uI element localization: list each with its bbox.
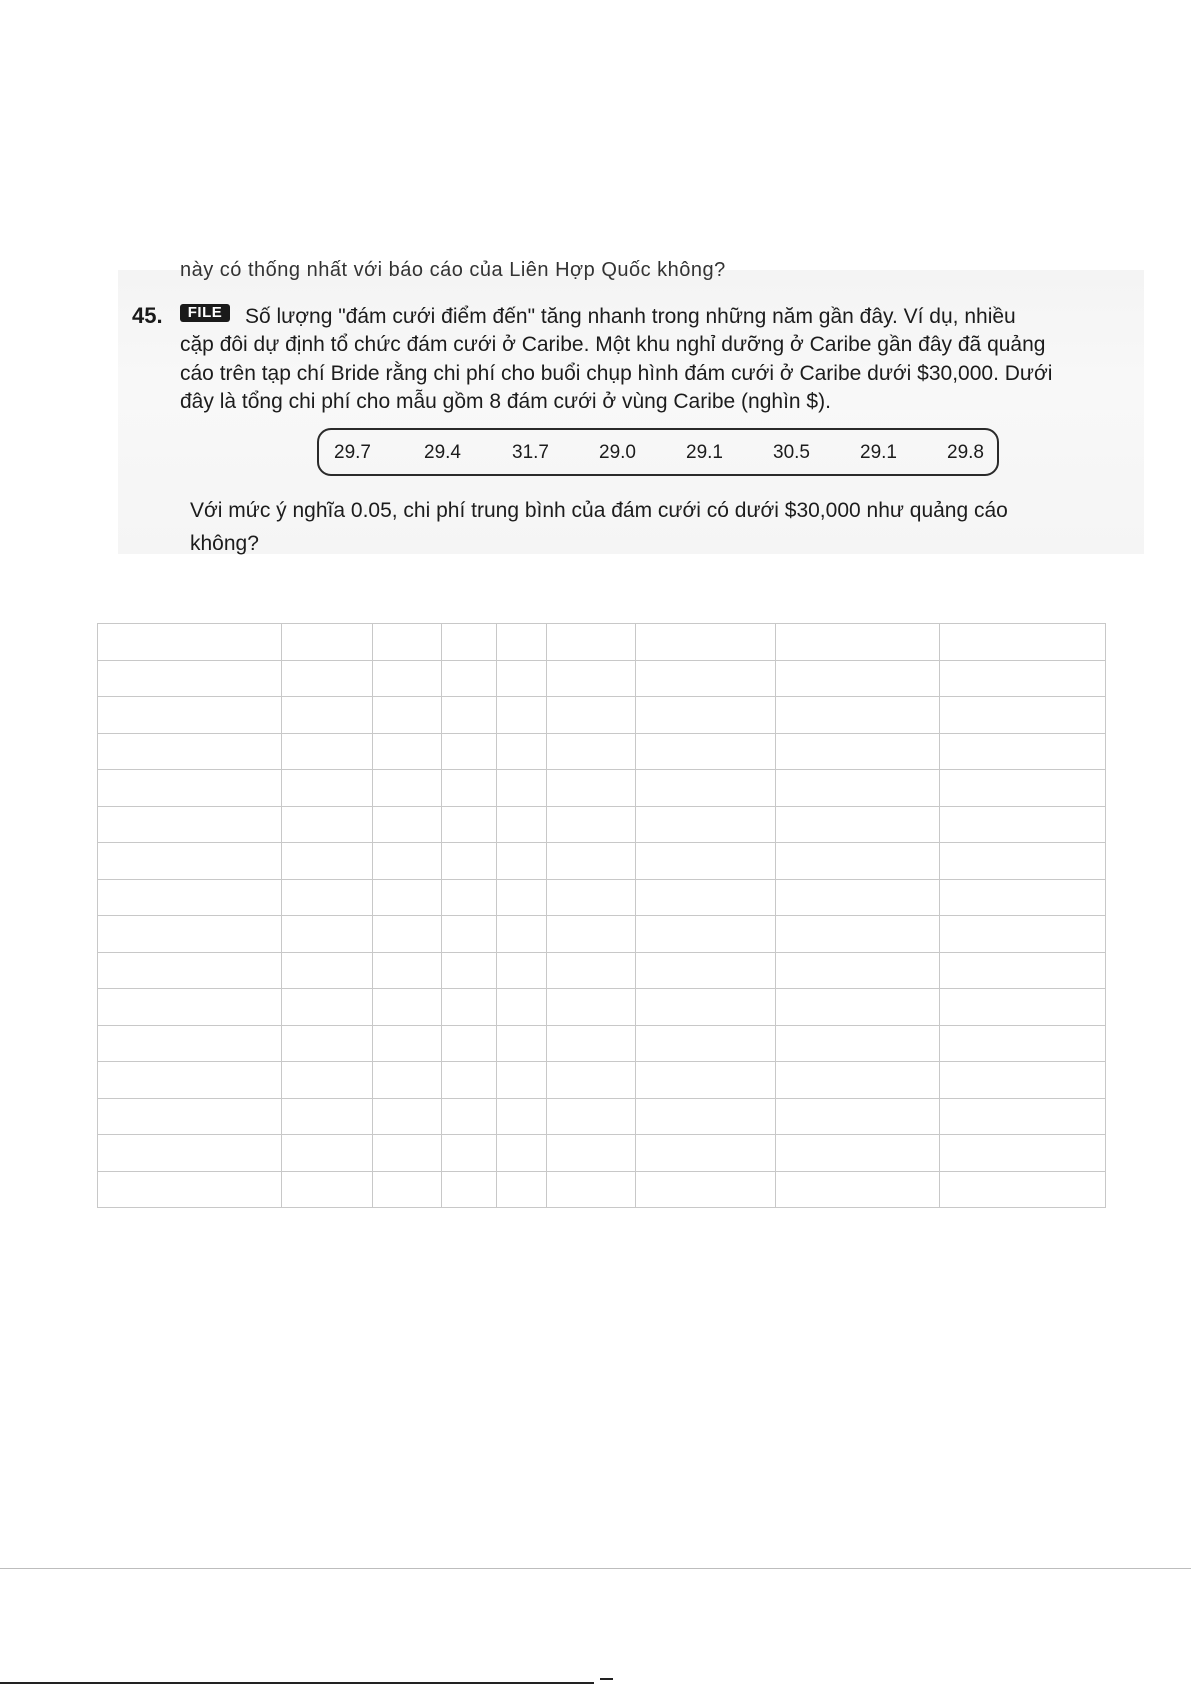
grid-row (98, 733, 1106, 770)
grid-cell[interactable] (282, 1135, 373, 1172)
grid-cell[interactable] (282, 624, 373, 661)
question-text-line-1: Với mức ý nghĩa 0.05, chi phí trung bình của đám cưới có dưới $30,000 như quảng cáo (190, 499, 1008, 522)
grid-cell[interactable] (776, 952, 940, 989)
grid-cell[interactable] (98, 1025, 282, 1062)
grid-cell[interactable] (636, 916, 776, 953)
grid-cell[interactable] (98, 989, 282, 1026)
grid-cell[interactable] (282, 733, 373, 770)
grid-cell[interactable] (636, 624, 776, 661)
grid-cell[interactable] (442, 916, 497, 953)
grid-cell[interactable] (442, 843, 497, 880)
bottom-rule-tick (600, 1678, 613, 1680)
grid-cell[interactable] (373, 952, 442, 989)
grid-cell[interactable] (442, 1062, 497, 1099)
grid-row (98, 624, 1106, 661)
grid-cell[interactable] (636, 806, 776, 843)
grid-cell[interactable] (940, 989, 1106, 1026)
grid-cell[interactable] (636, 770, 776, 807)
grid-cell[interactable] (636, 1135, 776, 1172)
cutoff-text-line: này có thống nhất với báo cáo của Liên Hợp Quốc không? (180, 259, 726, 281)
grid-cell[interactable] (442, 624, 497, 661)
grid-cell[interactable] (282, 989, 373, 1026)
grid-cell[interactable] (98, 1171, 282, 1208)
grid-cell[interactable] (940, 1135, 1106, 1172)
grid-cell[interactable] (636, 733, 776, 770)
grid-cell[interactable] (442, 1025, 497, 1062)
data-value: 29.4 (424, 442, 461, 463)
grid-cell[interactable] (98, 916, 282, 953)
grid-row (98, 1171, 1106, 1208)
grid-row (98, 806, 1106, 843)
grid-cell[interactable] (373, 770, 442, 807)
grid-cell[interactable] (282, 770, 373, 807)
grid-cell[interactable] (497, 916, 547, 953)
grid-cell[interactable] (940, 1171, 1106, 1208)
grid-cell[interactable] (373, 843, 442, 880)
grid-cell[interactable] (547, 916, 636, 953)
grid-cell[interactable] (776, 806, 940, 843)
empty-answer-grid (97, 623, 1106, 1208)
grid-cell[interactable] (442, 697, 497, 734)
grid-cell[interactable] (442, 952, 497, 989)
problem-text-line-4: đây là tổng chi phí cho mẫu gồm 8 đám cưới ở vùng Caribe (nghìn $). (180, 390, 831, 413)
grid-cell[interactable] (940, 806, 1106, 843)
grid-cell[interactable] (776, 697, 940, 734)
grid-cell[interactable] (282, 879, 373, 916)
grid-cell[interactable] (547, 770, 636, 807)
grid-cell[interactable] (373, 1062, 442, 1099)
grid-cell[interactable] (282, 697, 373, 734)
grid-cell[interactable] (497, 733, 547, 770)
grid-cell[interactable] (98, 879, 282, 916)
problem-text-line-2: cặp đôi dự định tổ chức đám cưới ở Caribe. Một khu nghỉ dưỡng ở Caribe gần đây đã quảng (180, 333, 1046, 356)
grid-cell[interactable] (940, 843, 1106, 880)
grid-cell[interactable] (636, 1098, 776, 1135)
grid-cell[interactable] (940, 733, 1106, 770)
grid-cell[interactable] (547, 733, 636, 770)
grid-cell[interactable] (636, 697, 776, 734)
grid-cell[interactable] (547, 1098, 636, 1135)
footer-divider (0, 1568, 1191, 1569)
grid-cell[interactable] (497, 806, 547, 843)
grid-cell[interactable] (98, 624, 282, 661)
grid-cell[interactable] (98, 697, 282, 734)
grid-cell[interactable] (282, 806, 373, 843)
grid-cell[interactable] (940, 770, 1106, 807)
data-value: 29.1 (860, 442, 897, 463)
grid-cell[interactable] (373, 1025, 442, 1062)
grid-cell[interactable] (497, 879, 547, 916)
grid-cell[interactable] (547, 1025, 636, 1062)
grid-cell[interactable] (547, 989, 636, 1026)
grid-cell[interactable] (497, 1098, 547, 1135)
grid-cell[interactable] (497, 770, 547, 807)
grid-cell[interactable] (636, 660, 776, 697)
grid-cell[interactable] (636, 952, 776, 989)
grid-cell[interactable] (547, 1135, 636, 1172)
grid-cell[interactable] (636, 1171, 776, 1208)
grid-cell[interactable] (776, 1062, 940, 1099)
grid-cell[interactable] (373, 1135, 442, 1172)
grid-cell[interactable] (940, 916, 1106, 953)
grid-row (98, 1098, 1106, 1135)
grid-cell[interactable] (776, 624, 940, 661)
grid-row (98, 1062, 1106, 1099)
grid-cell[interactable] (776, 879, 940, 916)
grid-cell[interactable] (497, 843, 547, 880)
grid-cell[interactable] (98, 733, 282, 770)
grid-cell[interactable] (373, 989, 442, 1026)
grid-cell[interactable] (497, 952, 547, 989)
grid-cell[interactable] (442, 1098, 497, 1135)
grid-cell[interactable] (442, 660, 497, 697)
grid-cell[interactable] (373, 660, 442, 697)
grid-cell[interactable] (940, 624, 1106, 661)
grid-cell[interactable] (282, 916, 373, 953)
grid-cell[interactable] (636, 843, 776, 880)
grid-cell[interactable] (282, 1025, 373, 1062)
grid-cell[interactable] (940, 660, 1106, 697)
grid-cell[interactable] (547, 843, 636, 880)
grid-cell[interactable] (373, 806, 442, 843)
grid-cell[interactable] (373, 733, 442, 770)
grid-cell[interactable] (442, 989, 497, 1026)
grid-cell[interactable] (442, 806, 497, 843)
grid-cell[interactable] (636, 1025, 776, 1062)
grid-cell[interactable] (547, 624, 636, 661)
data-value: 30.5 (773, 442, 810, 463)
data-value: 29.1 (686, 442, 723, 463)
problem-text-line-1: Số lượng "đám cưới điểm đến" tăng nhanh trong những năm gần đây. Ví dụ, nhiều (245, 305, 1016, 328)
grid-cell[interactable] (776, 1098, 940, 1135)
grid-cell[interactable] (373, 879, 442, 916)
file-badge: FILE (180, 304, 230, 322)
grid-row (98, 697, 1106, 734)
grid-row (98, 989, 1106, 1026)
grid-cell[interactable] (636, 1062, 776, 1099)
grid-row (98, 879, 1106, 916)
grid-cell[interactable] (940, 1025, 1106, 1062)
grid-row (98, 952, 1106, 989)
grid-cell[interactable] (98, 1098, 282, 1135)
grid-cell[interactable] (373, 697, 442, 734)
grid-cell[interactable] (373, 916, 442, 953)
grid-cell[interactable] (497, 1171, 547, 1208)
grid-cell[interactable] (776, 733, 940, 770)
data-value: 29.7 (334, 442, 371, 463)
grid-cell[interactable] (282, 952, 373, 989)
grid-cell[interactable] (442, 733, 497, 770)
grid-row (98, 660, 1106, 697)
grid-cell[interactable] (497, 1135, 547, 1172)
grid-cell[interactable] (497, 624, 547, 661)
grid-cell[interactable] (98, 770, 282, 807)
grid-cell[interactable] (98, 660, 282, 697)
grid-cell[interactable] (940, 879, 1106, 916)
problem-number: 45. (132, 303, 163, 328)
grid-cell[interactable] (442, 879, 497, 916)
grid-cell[interactable] (547, 697, 636, 734)
grid-cell[interactable] (776, 989, 940, 1026)
grid-cell[interactable] (497, 697, 547, 734)
grid-cell[interactable] (776, 843, 940, 880)
grid-cell[interactable] (940, 1098, 1106, 1135)
problem-text-line-3: cáo trên tạp chí Bride rằng chi phí cho buổi chụp hình đám cưới ở Caribe dưới $30,000. Dưới (180, 362, 1053, 385)
grid-cell[interactable] (636, 989, 776, 1026)
data-value: 31.7 (512, 442, 549, 463)
grid-cell[interactable] (547, 952, 636, 989)
grid-cell[interactable] (373, 624, 442, 661)
grid-cell[interactable] (497, 989, 547, 1026)
grid-row (98, 843, 1106, 880)
grid-cell[interactable] (776, 770, 940, 807)
grid-cell[interactable] (776, 1135, 940, 1172)
grid-cell[interactable] (98, 1135, 282, 1172)
grid-cell[interactable] (497, 1062, 547, 1099)
grid-cell[interactable] (547, 879, 636, 916)
grid-cell[interactable] (373, 1171, 442, 1208)
grid-cell[interactable] (442, 1135, 497, 1172)
grid-cell[interactable] (940, 952, 1106, 989)
grid-cell[interactable] (547, 660, 636, 697)
grid-cell[interactable] (776, 1025, 940, 1062)
question-text-line-2: không? (190, 532, 259, 555)
grid-cell[interactable] (98, 1062, 282, 1099)
grid-row (98, 916, 1106, 953)
grid-cell[interactable] (98, 806, 282, 843)
bottom-rule (0, 1682, 594, 1684)
grid-cell[interactable] (547, 1171, 636, 1208)
grid-cell[interactable] (497, 1025, 547, 1062)
grid-row (98, 1135, 1106, 1172)
grid-cell[interactable] (282, 1171, 373, 1208)
grid-cell[interactable] (282, 843, 373, 880)
grid-cell[interactable] (940, 697, 1106, 734)
grid-cell[interactable] (776, 660, 940, 697)
grid-cell[interactable] (776, 1171, 940, 1208)
grid-cell[interactable] (497, 660, 547, 697)
grid-cell[interactable] (940, 1062, 1106, 1099)
grid-cell[interactable] (282, 660, 373, 697)
grid-cell[interactable] (98, 952, 282, 989)
grid-row (98, 770, 1106, 807)
grid-cell[interactable] (442, 1171, 497, 1208)
grid-cell[interactable] (442, 770, 497, 807)
grid-cell[interactable] (547, 806, 636, 843)
grid-cell[interactable] (636, 879, 776, 916)
grid-cell[interactable] (547, 1062, 636, 1099)
grid-cell[interactable] (282, 1062, 373, 1099)
data-value: 29.0 (599, 442, 636, 463)
grid-cell[interactable] (373, 1098, 442, 1135)
grid-row (98, 1025, 1106, 1062)
grid-cell[interactable] (282, 1098, 373, 1135)
grid-cell[interactable] (98, 843, 282, 880)
data-value: 29.8 (947, 442, 984, 463)
grid-cell[interactable] (776, 916, 940, 953)
